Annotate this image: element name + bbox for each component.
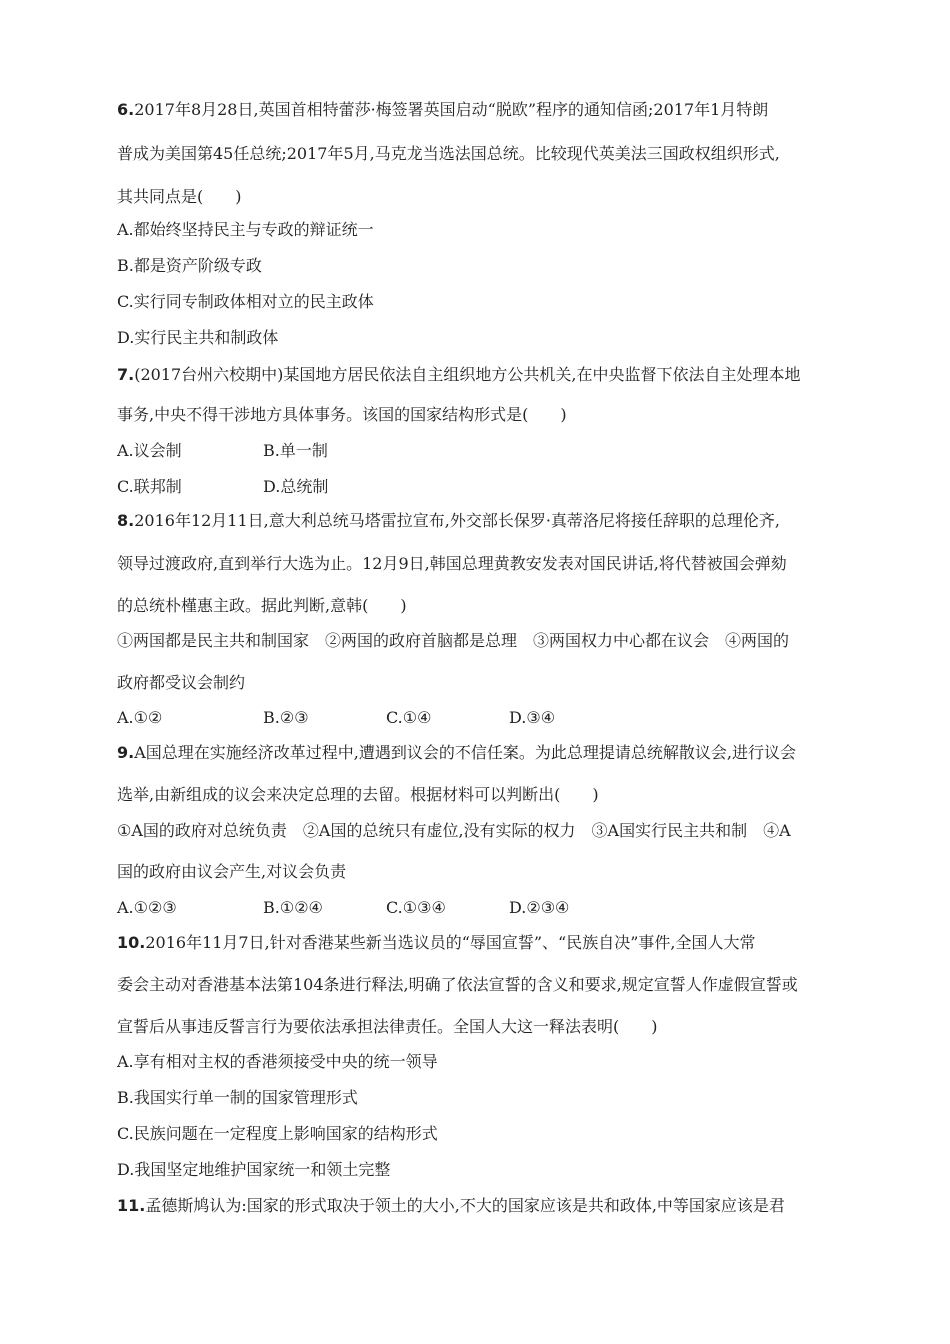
option-d: D.总统制 [263,477,329,496]
question-number: 7. [117,365,135,384]
question-10-line-2: 委会主动对香港基本法第104条进行释法,明确了依法宣誓的含义和要求,规定宣誓人作虚假宣誓或 [117,975,798,994]
question-8-line-5: 政府都受议会制约 [117,673,246,692]
question-6-line-2: 普成为美国第45任总统;2017年5月,马克龙当选法国总统。比较现代英美法三国政权组织形式, [117,144,780,163]
question-9-line-2: 选举,由新组成的议会来决定总理的去留。根据材料可以判断出( ) [117,785,599,804]
question-11-line-1: 11.孟德斯鸠认为:国家的形式取决于领土的大小,不大的国家应该是共和政体,中等国家应该是君 [117,1196,785,1215]
option-c: C.民族问题在一定程度上影响国家的结构形式 [117,1124,438,1143]
option-a: A.议会制 [117,441,182,460]
option-c: C.①③④ [386,898,446,917]
question-8-line-4: ①两国都是民主共和制国家 ②两国的政府首脑都是总理 ③两国权力中心都在议会 ④两国的 [117,631,790,650]
option-a: A.①② [117,708,163,727]
option-b: B.单一制 [263,441,328,460]
option-d: D.③④ [509,708,556,727]
option-b: B.都是资产阶级专政 [117,256,262,275]
option-d: D.实行民主共和制政体 [117,328,279,347]
option-c: C.联邦制 [117,477,182,496]
option-a: A.都始终坚持民主与专政的辩证统一 [117,220,374,239]
question-7-line-1: 7.(2017台州六校期中)某国地方居民依法自主组织地方公共机关,在中央监督下依法自主处理本地 [117,365,801,384]
question-6-line-3: 其共同点是( ) [117,187,242,206]
option-b: B.②③ [263,708,309,727]
option-c: C.实行同专制政体相对立的民主政体 [117,292,374,311]
question-number: 8. [117,511,135,530]
option-a: A.①②③ [117,898,177,917]
question-8-line-1: 8.2016年12月11日,意大利总统马塔雷拉宣布,外交部长保罗·真蒂洛尼将接任辞职的总理伦齐, [117,511,781,530]
question-9-line-4: 国的政府由议会产生,对议会负责 [117,862,347,881]
question-8-line-2: 领导过渡政府,直到举行大选为止。12月9日,韩国总理黄教安发表对国民讲话,将代替被国会弹劾 [117,554,787,573]
question-number: 11. [117,1196,146,1215]
option-d: D.我国坚定地维护国家统一和领土完整 [117,1160,391,1179]
option-a: A.享有相对主权的香港须接受中央的统一领导 [117,1052,438,1071]
option-b: B.我国实行单一制的国家管理形式 [117,1088,358,1107]
question-10-line-3: 宣誓后从事违反誓言行为要依法承担法律责任。全国人大这一释法表明( ) [117,1017,658,1036]
question-9-line-3: ①A国的政府对总统负责 ②A国的总统只有虚位,没有实际的权力 ③A国实行民主共和制 ④A [117,821,791,840]
option-c: C.①④ [386,708,432,727]
option-d: D.②③④ [509,898,570,917]
question-number: 6. [117,100,135,119]
question-9-line-1: 9.A国总理在实施经济改革过程中,遭遇到议会的不信任案。为此总理提请总统解散议会,进行议会 [117,743,796,762]
option-b: B.①②④ [263,898,323,917]
question-7-line-2: 事务,中央不得干涉地方具体事务。该国的国家结构形式是( ) [117,405,567,424]
question-6-line-1: 6.2017年8月28日,英国首相特蕾莎·梅签署英国启动“脱欧”程序的通知信函;2017年1月特朗 [117,100,769,119]
question-number: 10. [117,933,146,952]
question-10-line-1: 10.2016年11月7日,针对香港某些新当选议员的“辱国宣誓”、“民族自决”事件,全国人大常 [117,933,756,952]
question-number: 9. [117,743,135,762]
question-8-line-3: 的总统朴槿惠主政。据此判断,意韩( ) [117,596,407,615]
